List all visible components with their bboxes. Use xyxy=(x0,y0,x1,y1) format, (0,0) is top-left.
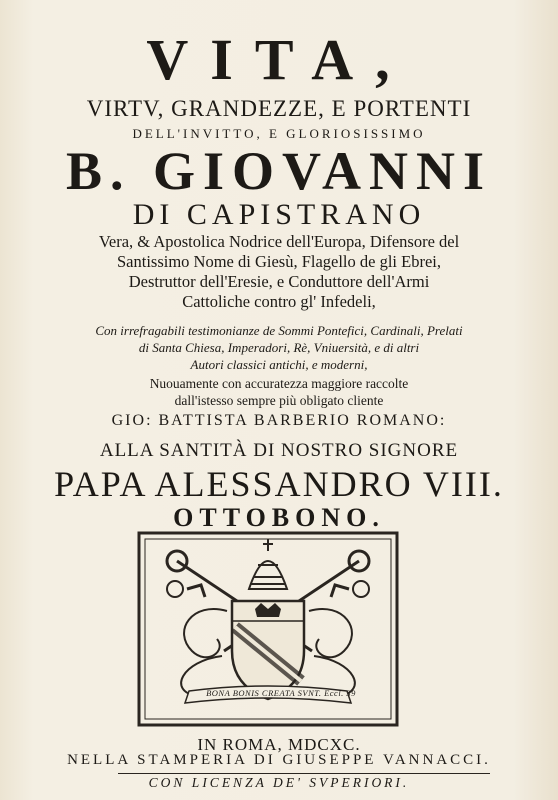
book-title: VITA, xyxy=(146,27,412,92)
emblem-motto: BONA BONIS CREATA SVNT. Eccl. 39 xyxy=(206,688,356,698)
pope-name: PAPA ALESSANDRO VIII. xyxy=(54,464,504,504)
license-line: CON LICENZA DE' SVPERIORI. xyxy=(148,775,410,790)
author-line: GIO: BATTISTA BARBERIO ROMANO: xyxy=(111,412,447,429)
collection-note xyxy=(0,375,558,409)
preposition-line: DELL'INVITTO, E GLORIOSISSIMO xyxy=(132,126,426,141)
testimonies-block xyxy=(0,322,558,373)
testimony-line: Con irrefragabili testimonianze de Sommi Pontefici, Cardinali, Prelati xyxy=(95,323,463,338)
epithet-line: Vera, & Apostolica Nodrice dell'Europa, Difensore del xyxy=(98,232,460,251)
book-subtitle: VIRTV, GRANDEZZE, E PORTENTI xyxy=(86,96,472,121)
epithet-line: Cattoliche contro gl' Infedeli, xyxy=(182,292,376,311)
dedication-line: ALLA SANTITÀ DI NOSTRO SIGNORE xyxy=(99,440,459,461)
place-year: IN ROMA, MDCXC. xyxy=(197,735,361,754)
collection-note-line: dall'istesso sempre più obligato cliente xyxy=(174,393,384,408)
testimony-line: di Santa Chiesa, Imperadori, Rè, Vniuersità, e di altri xyxy=(138,340,420,355)
collection-note-line: Nuouamente con accuratezza maggiore raccolte xyxy=(149,376,409,391)
printer-line: NELLA STAMPERIA DI GIUSEPPE VANNACCI. xyxy=(67,752,491,768)
testimony-line: Autori classici antichi, e moderni, xyxy=(190,357,368,372)
saint-name: B. GIOVANNI xyxy=(65,141,493,201)
epithets-block xyxy=(0,232,558,312)
divider-rule xyxy=(118,773,490,774)
epithet-line: Santissimo Nome di Giesù, Flagello de gli Ebrei, xyxy=(116,252,441,271)
pope-family: OTTOBONO. xyxy=(173,503,385,532)
epithet-line: Destruttor dell'Eresie, e Conduttore dell'Armi xyxy=(128,272,430,291)
saint-origin: DI CAPISTRANO xyxy=(132,198,426,231)
